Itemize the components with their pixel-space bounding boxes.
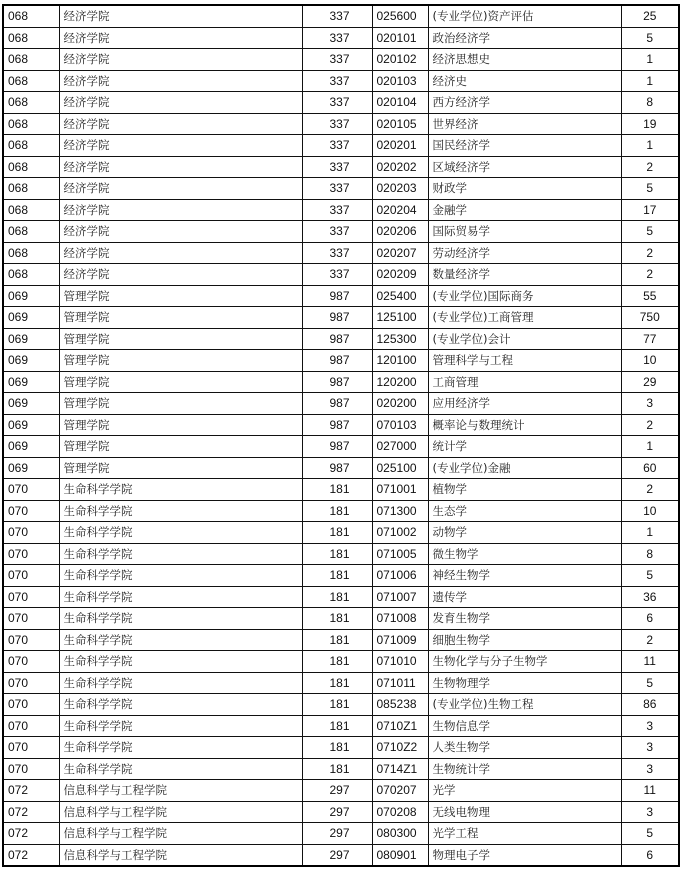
table-row — [3, 586, 679, 608]
college-code-cell: 070 — [3, 694, 59, 716]
college-name-cell: 经济学院 — [59, 199, 302, 221]
quota-cell: 5 — [621, 565, 679, 587]
major-name-cell: 细胞生物学 — [428, 629, 621, 651]
table-row — [3, 328, 679, 350]
major-code-cell: 020105 — [372, 113, 428, 135]
college-code-cell: 070 — [3, 651, 59, 673]
college-name-cell: 信息科学与工程学院 — [59, 801, 302, 823]
major-code-cell: 080901 — [372, 844, 428, 866]
college-code-cell: 072 — [3, 780, 59, 802]
major-name-cell: 生物物理学 — [428, 672, 621, 694]
major-code-cell: 0710Z1 — [372, 715, 428, 737]
quota-cell: 5 — [621, 178, 679, 200]
exam-code-cell: 337 — [302, 49, 372, 71]
college-code-cell: 069 — [3, 414, 59, 436]
exam-code-cell: 337 — [302, 70, 372, 92]
college-code-cell: 068 — [3, 70, 59, 92]
table-row — [3, 844, 679, 866]
college-code-cell: 070 — [3, 500, 59, 522]
college-name-cell: 经济学院 — [59, 70, 302, 92]
quota-cell: 2 — [621, 156, 679, 178]
major-name-cell: 经济史 — [428, 70, 621, 92]
major-code-cell: 071011 — [372, 672, 428, 694]
major-name-cell: (专业学位)资产评估 — [428, 5, 621, 27]
major-code-cell: 025400 — [372, 285, 428, 307]
exam-code-cell: 181 — [302, 479, 372, 501]
college-name-cell: 管理学院 — [59, 307, 302, 329]
major-code-cell: 071010 — [372, 651, 428, 673]
major-name-cell: 物理电子学 — [428, 844, 621, 866]
exam-code-cell: 297 — [302, 780, 372, 802]
college-name-cell: 经济学院 — [59, 221, 302, 243]
exam-code-cell: 337 — [302, 5, 372, 27]
major-name-cell: 区域经济学 — [428, 156, 621, 178]
exam-code-cell: 297 — [302, 844, 372, 866]
exam-code-cell: 337 — [302, 221, 372, 243]
exam-code-cell: 181 — [302, 586, 372, 608]
table-row — [3, 780, 679, 802]
college-code-cell: 070 — [3, 608, 59, 630]
exam-code-cell: 337 — [302, 27, 372, 49]
college-name-cell: 管理学院 — [59, 371, 302, 393]
quota-cell: 6 — [621, 608, 679, 630]
exam-code-cell: 987 — [302, 393, 372, 415]
exam-code-cell: 337 — [302, 156, 372, 178]
exam-code-cell: 337 — [302, 178, 372, 200]
table-row — [3, 801, 679, 823]
table-row — [3, 694, 679, 716]
college-name-cell: 经济学院 — [59, 92, 302, 114]
college-name-cell: 经济学院 — [59, 49, 302, 71]
college-code-cell: 068 — [3, 92, 59, 114]
college-code-cell: 068 — [3, 5, 59, 27]
major-code-cell: 071008 — [372, 608, 428, 630]
college-name-cell: 生命科学学院 — [59, 586, 302, 608]
college-name-cell: 生命科学学院 — [59, 479, 302, 501]
major-name-cell: 经济思想史 — [428, 49, 621, 71]
major-name-cell: 政治经济学 — [428, 27, 621, 49]
admissions-quota-table — [2, 4, 680, 867]
quota-cell: 3 — [621, 758, 679, 780]
table-row — [3, 307, 679, 329]
table-row — [3, 199, 679, 221]
quota-cell: 2 — [621, 629, 679, 651]
major-name-cell: (专业学位)工商管理 — [428, 307, 621, 329]
major-code-cell: 020101 — [372, 27, 428, 49]
quota-cell: 11 — [621, 651, 679, 673]
table-row — [3, 242, 679, 264]
college-name-cell: 生命科学学院 — [59, 651, 302, 673]
major-code-cell: 071002 — [372, 522, 428, 544]
table-row — [3, 350, 679, 372]
major-code-cell: 071006 — [372, 565, 428, 587]
major-code-cell: 020200 — [372, 393, 428, 415]
college-name-cell: 管理学院 — [59, 414, 302, 436]
major-code-cell: 0710Z2 — [372, 737, 428, 759]
exam-code-cell: 181 — [302, 608, 372, 630]
table-row — [3, 500, 679, 522]
college-name-cell: 管理学院 — [59, 285, 302, 307]
table-row — [3, 371, 679, 393]
college-name-cell: 经济学院 — [59, 135, 302, 157]
table-row — [3, 629, 679, 651]
major-code-cell: 025600 — [372, 5, 428, 27]
exam-code-cell: 181 — [302, 651, 372, 673]
major-code-cell: 020202 — [372, 156, 428, 178]
table-row — [3, 27, 679, 49]
major-code-cell: 020102 — [372, 49, 428, 71]
college-code-cell: 072 — [3, 801, 59, 823]
college-code-cell: 070 — [3, 543, 59, 565]
college-code-cell: 068 — [3, 156, 59, 178]
college-code-cell: 068 — [3, 135, 59, 157]
exam-code-cell: 987 — [302, 285, 372, 307]
table-row — [3, 414, 679, 436]
major-name-cell: 动物学 — [428, 522, 621, 544]
college-code-cell: 068 — [3, 242, 59, 264]
major-name-cell: 神经生物学 — [428, 565, 621, 587]
exam-code-cell: 337 — [302, 92, 372, 114]
table-row — [3, 543, 679, 565]
table-body — [3, 5, 679, 866]
major-code-cell: 071005 — [372, 543, 428, 565]
exam-code-cell: 987 — [302, 307, 372, 329]
exam-code-cell: 337 — [302, 135, 372, 157]
table-row — [3, 672, 679, 694]
exam-code-cell: 987 — [302, 414, 372, 436]
table-row — [3, 113, 679, 135]
college-name-cell: 经济学院 — [59, 178, 302, 200]
major-name-cell: 应用经济学 — [428, 393, 621, 415]
major-code-cell: 120100 — [372, 350, 428, 372]
quota-cell: 2 — [621, 264, 679, 286]
exam-code-cell: 181 — [302, 629, 372, 651]
major-name-cell: (专业学位)会计 — [428, 328, 621, 350]
major-code-cell: 080300 — [372, 823, 428, 845]
quota-cell: 3 — [621, 715, 679, 737]
college-name-cell: 生命科学学院 — [59, 629, 302, 651]
college-name-cell: 生命科学学院 — [59, 737, 302, 759]
college-name-cell: 经济学院 — [59, 264, 302, 286]
exam-code-cell: 337 — [302, 199, 372, 221]
college-name-cell: 经济学院 — [59, 242, 302, 264]
major-name-cell: 数量经济学 — [428, 264, 621, 286]
college-code-cell: 068 — [3, 27, 59, 49]
college-code-cell: 069 — [3, 307, 59, 329]
quota-cell: 3 — [621, 393, 679, 415]
quota-cell: 2 — [621, 242, 679, 264]
exam-code-cell: 337 — [302, 113, 372, 135]
college-code-cell: 069 — [3, 393, 59, 415]
major-name-cell: 概率论与数理统计 — [428, 414, 621, 436]
quota-cell: 60 — [621, 457, 679, 479]
table-row — [3, 758, 679, 780]
college-name-cell: 生命科学学院 — [59, 608, 302, 630]
quota-cell: 8 — [621, 543, 679, 565]
quota-cell: 1 — [621, 436, 679, 458]
college-code-cell: 069 — [3, 350, 59, 372]
quota-cell: 55 — [621, 285, 679, 307]
college-code-cell: 069 — [3, 328, 59, 350]
exam-code-cell: 987 — [302, 371, 372, 393]
quota-cell: 5 — [621, 823, 679, 845]
table-row — [3, 393, 679, 415]
exam-code-cell: 181 — [302, 522, 372, 544]
table-row — [3, 285, 679, 307]
major-code-cell: 020103 — [372, 70, 428, 92]
major-name-cell: 光学工程 — [428, 823, 621, 845]
exam-code-cell: 181 — [302, 737, 372, 759]
major-code-cell: 125300 — [372, 328, 428, 350]
quota-cell: 2 — [621, 479, 679, 501]
exam-code-cell: 987 — [302, 350, 372, 372]
college-name-cell: 管理学院 — [59, 436, 302, 458]
quota-cell: 3 — [621, 801, 679, 823]
major-name-cell: (专业学位)生物工程 — [428, 694, 621, 716]
major-code-cell: 125100 — [372, 307, 428, 329]
table-row — [3, 737, 679, 759]
table-row — [3, 522, 679, 544]
table-row — [3, 135, 679, 157]
college-code-cell: 070 — [3, 737, 59, 759]
college-code-cell: 069 — [3, 371, 59, 393]
table-row — [3, 156, 679, 178]
table-row — [3, 221, 679, 243]
college-name-cell: 生命科学学院 — [59, 500, 302, 522]
major-name-cell: 世界经济 — [428, 113, 621, 135]
quota-cell: 19 — [621, 113, 679, 135]
major-name-cell: 植物学 — [428, 479, 621, 501]
college-name-cell: 生命科学学院 — [59, 522, 302, 544]
major-name-cell: (专业学位)国际商务 — [428, 285, 621, 307]
table-row — [3, 651, 679, 673]
major-code-cell: 027000 — [372, 436, 428, 458]
college-name-cell: 经济学院 — [59, 113, 302, 135]
quota-cell: 25 — [621, 5, 679, 27]
exam-code-cell: 181 — [302, 565, 372, 587]
major-name-cell: 劳动经济学 — [428, 242, 621, 264]
college-code-cell: 072 — [3, 844, 59, 866]
exam-code-cell: 987 — [302, 328, 372, 350]
quota-cell: 86 — [621, 694, 679, 716]
major-code-cell: 070207 — [372, 780, 428, 802]
quota-cell: 11 — [621, 780, 679, 802]
table-row — [3, 608, 679, 630]
exam-code-cell: 337 — [302, 242, 372, 264]
college-name-cell: 经济学院 — [59, 5, 302, 27]
college-code-cell: 070 — [3, 629, 59, 651]
quota-cell: 5 — [621, 27, 679, 49]
college-name-cell: 信息科学与工程学院 — [59, 823, 302, 845]
major-name-cell: 无线电物理 — [428, 801, 621, 823]
college-name-cell: 生命科学学院 — [59, 694, 302, 716]
exam-code-cell: 297 — [302, 801, 372, 823]
college-code-cell: 070 — [3, 565, 59, 587]
major-code-cell: 070208 — [372, 801, 428, 823]
major-code-cell: 071009 — [372, 629, 428, 651]
quota-cell: 5 — [621, 672, 679, 694]
college-name-cell: 生命科学学院 — [59, 672, 302, 694]
major-name-cell: 生物信息学 — [428, 715, 621, 737]
quota-cell: 1 — [621, 522, 679, 544]
major-name-cell: 金融学 — [428, 199, 621, 221]
table-row — [3, 264, 679, 286]
quota-cell: 2 — [621, 414, 679, 436]
major-code-cell: 020203 — [372, 178, 428, 200]
college-code-cell: 069 — [3, 285, 59, 307]
quota-cell: 77 — [621, 328, 679, 350]
quota-cell: 1 — [621, 135, 679, 157]
major-code-cell: 020209 — [372, 264, 428, 286]
major-name-cell: (专业学位)金融 — [428, 457, 621, 479]
college-code-cell: 072 — [3, 823, 59, 845]
major-name-cell: 遗传学 — [428, 586, 621, 608]
major-code-cell: 071001 — [372, 479, 428, 501]
college-code-cell: 070 — [3, 522, 59, 544]
table-row — [3, 823, 679, 845]
table-row — [3, 70, 679, 92]
quota-cell: 1 — [621, 49, 679, 71]
college-code-cell: 068 — [3, 113, 59, 135]
major-name-cell: 工商管理 — [428, 371, 621, 393]
quota-cell: 3 — [621, 737, 679, 759]
college-code-cell: 068 — [3, 49, 59, 71]
exam-code-cell: 181 — [302, 715, 372, 737]
major-name-cell: 人类生物学 — [428, 737, 621, 759]
quota-cell: 6 — [621, 844, 679, 866]
table-row — [3, 457, 679, 479]
exam-code-cell: 337 — [302, 264, 372, 286]
college-name-cell: 管理学院 — [59, 457, 302, 479]
major-code-cell: 0714Z1 — [372, 758, 428, 780]
major-name-cell: 微生物学 — [428, 543, 621, 565]
quota-cell: 5 — [621, 221, 679, 243]
exam-code-cell: 987 — [302, 436, 372, 458]
exam-code-cell: 181 — [302, 758, 372, 780]
college-code-cell: 070 — [3, 672, 59, 694]
college-code-cell: 068 — [3, 264, 59, 286]
college-name-cell: 生命科学学院 — [59, 758, 302, 780]
college-code-cell: 070 — [3, 479, 59, 501]
table-row — [3, 436, 679, 458]
college-name-cell: 经济学院 — [59, 156, 302, 178]
table-row — [3, 5, 679, 27]
major-name-cell: 管理科学与工程 — [428, 350, 621, 372]
college-name-cell: 生命科学学院 — [59, 715, 302, 737]
major-name-cell: 国际贸易学 — [428, 221, 621, 243]
college-code-cell: 070 — [3, 758, 59, 780]
major-name-cell: 财政学 — [428, 178, 621, 200]
document-page — [2, 4, 680, 867]
major-code-cell: 020207 — [372, 242, 428, 264]
major-code-cell: 071300 — [372, 500, 428, 522]
college-name-cell: 经济学院 — [59, 27, 302, 49]
major-name-cell: 生物统计学 — [428, 758, 621, 780]
major-name-cell: 国民经济学 — [428, 135, 621, 157]
major-name-cell: 生物化学与分子生物学 — [428, 651, 621, 673]
college-name-cell: 管理学院 — [59, 328, 302, 350]
table-row — [3, 178, 679, 200]
quota-cell: 29 — [621, 371, 679, 393]
exam-code-cell: 181 — [302, 500, 372, 522]
major-name-cell: 生态学 — [428, 500, 621, 522]
major-name-cell: 光学 — [428, 780, 621, 802]
quota-cell: 1 — [621, 70, 679, 92]
quota-cell: 36 — [621, 586, 679, 608]
college-code-cell: 068 — [3, 221, 59, 243]
table-row — [3, 715, 679, 737]
college-name-cell: 生命科学学院 — [59, 565, 302, 587]
major-code-cell: 020201 — [372, 135, 428, 157]
major-code-cell: 120200 — [372, 371, 428, 393]
table-row — [3, 479, 679, 501]
exam-code-cell: 181 — [302, 543, 372, 565]
table-row — [3, 49, 679, 71]
quota-cell: 10 — [621, 350, 679, 372]
college-name-cell: 生命科学学院 — [59, 543, 302, 565]
major-name-cell: 西方经济学 — [428, 92, 621, 114]
college-code-cell: 070 — [3, 586, 59, 608]
exam-code-cell: 181 — [302, 672, 372, 694]
college-code-cell: 069 — [3, 436, 59, 458]
major-code-cell: 020206 — [372, 221, 428, 243]
major-name-cell: 统计学 — [428, 436, 621, 458]
major-code-cell: 025100 — [372, 457, 428, 479]
major-name-cell: 发育生物学 — [428, 608, 621, 630]
table-row — [3, 92, 679, 114]
major-code-cell: 020204 — [372, 199, 428, 221]
quota-cell: 8 — [621, 92, 679, 114]
major-code-cell: 085238 — [372, 694, 428, 716]
major-code-cell: 070103 — [372, 414, 428, 436]
quota-cell: 750 — [621, 307, 679, 329]
major-code-cell: 020104 — [372, 92, 428, 114]
quota-cell: 10 — [621, 500, 679, 522]
college-code-cell: 068 — [3, 178, 59, 200]
college-name-cell: 管理学院 — [59, 350, 302, 372]
major-code-cell: 071007 — [372, 586, 428, 608]
college-name-cell: 信息科学与工程学院 — [59, 780, 302, 802]
exam-code-cell: 297 — [302, 823, 372, 845]
college-code-cell: 068 — [3, 199, 59, 221]
exam-code-cell: 987 — [302, 457, 372, 479]
exam-code-cell: 181 — [302, 694, 372, 716]
college-name-cell: 管理学院 — [59, 393, 302, 415]
quota-cell: 17 — [621, 199, 679, 221]
table-row — [3, 565, 679, 587]
college-name-cell: 信息科学与工程学院 — [59, 844, 302, 866]
college-code-cell: 070 — [3, 715, 59, 737]
college-code-cell: 069 — [3, 457, 59, 479]
